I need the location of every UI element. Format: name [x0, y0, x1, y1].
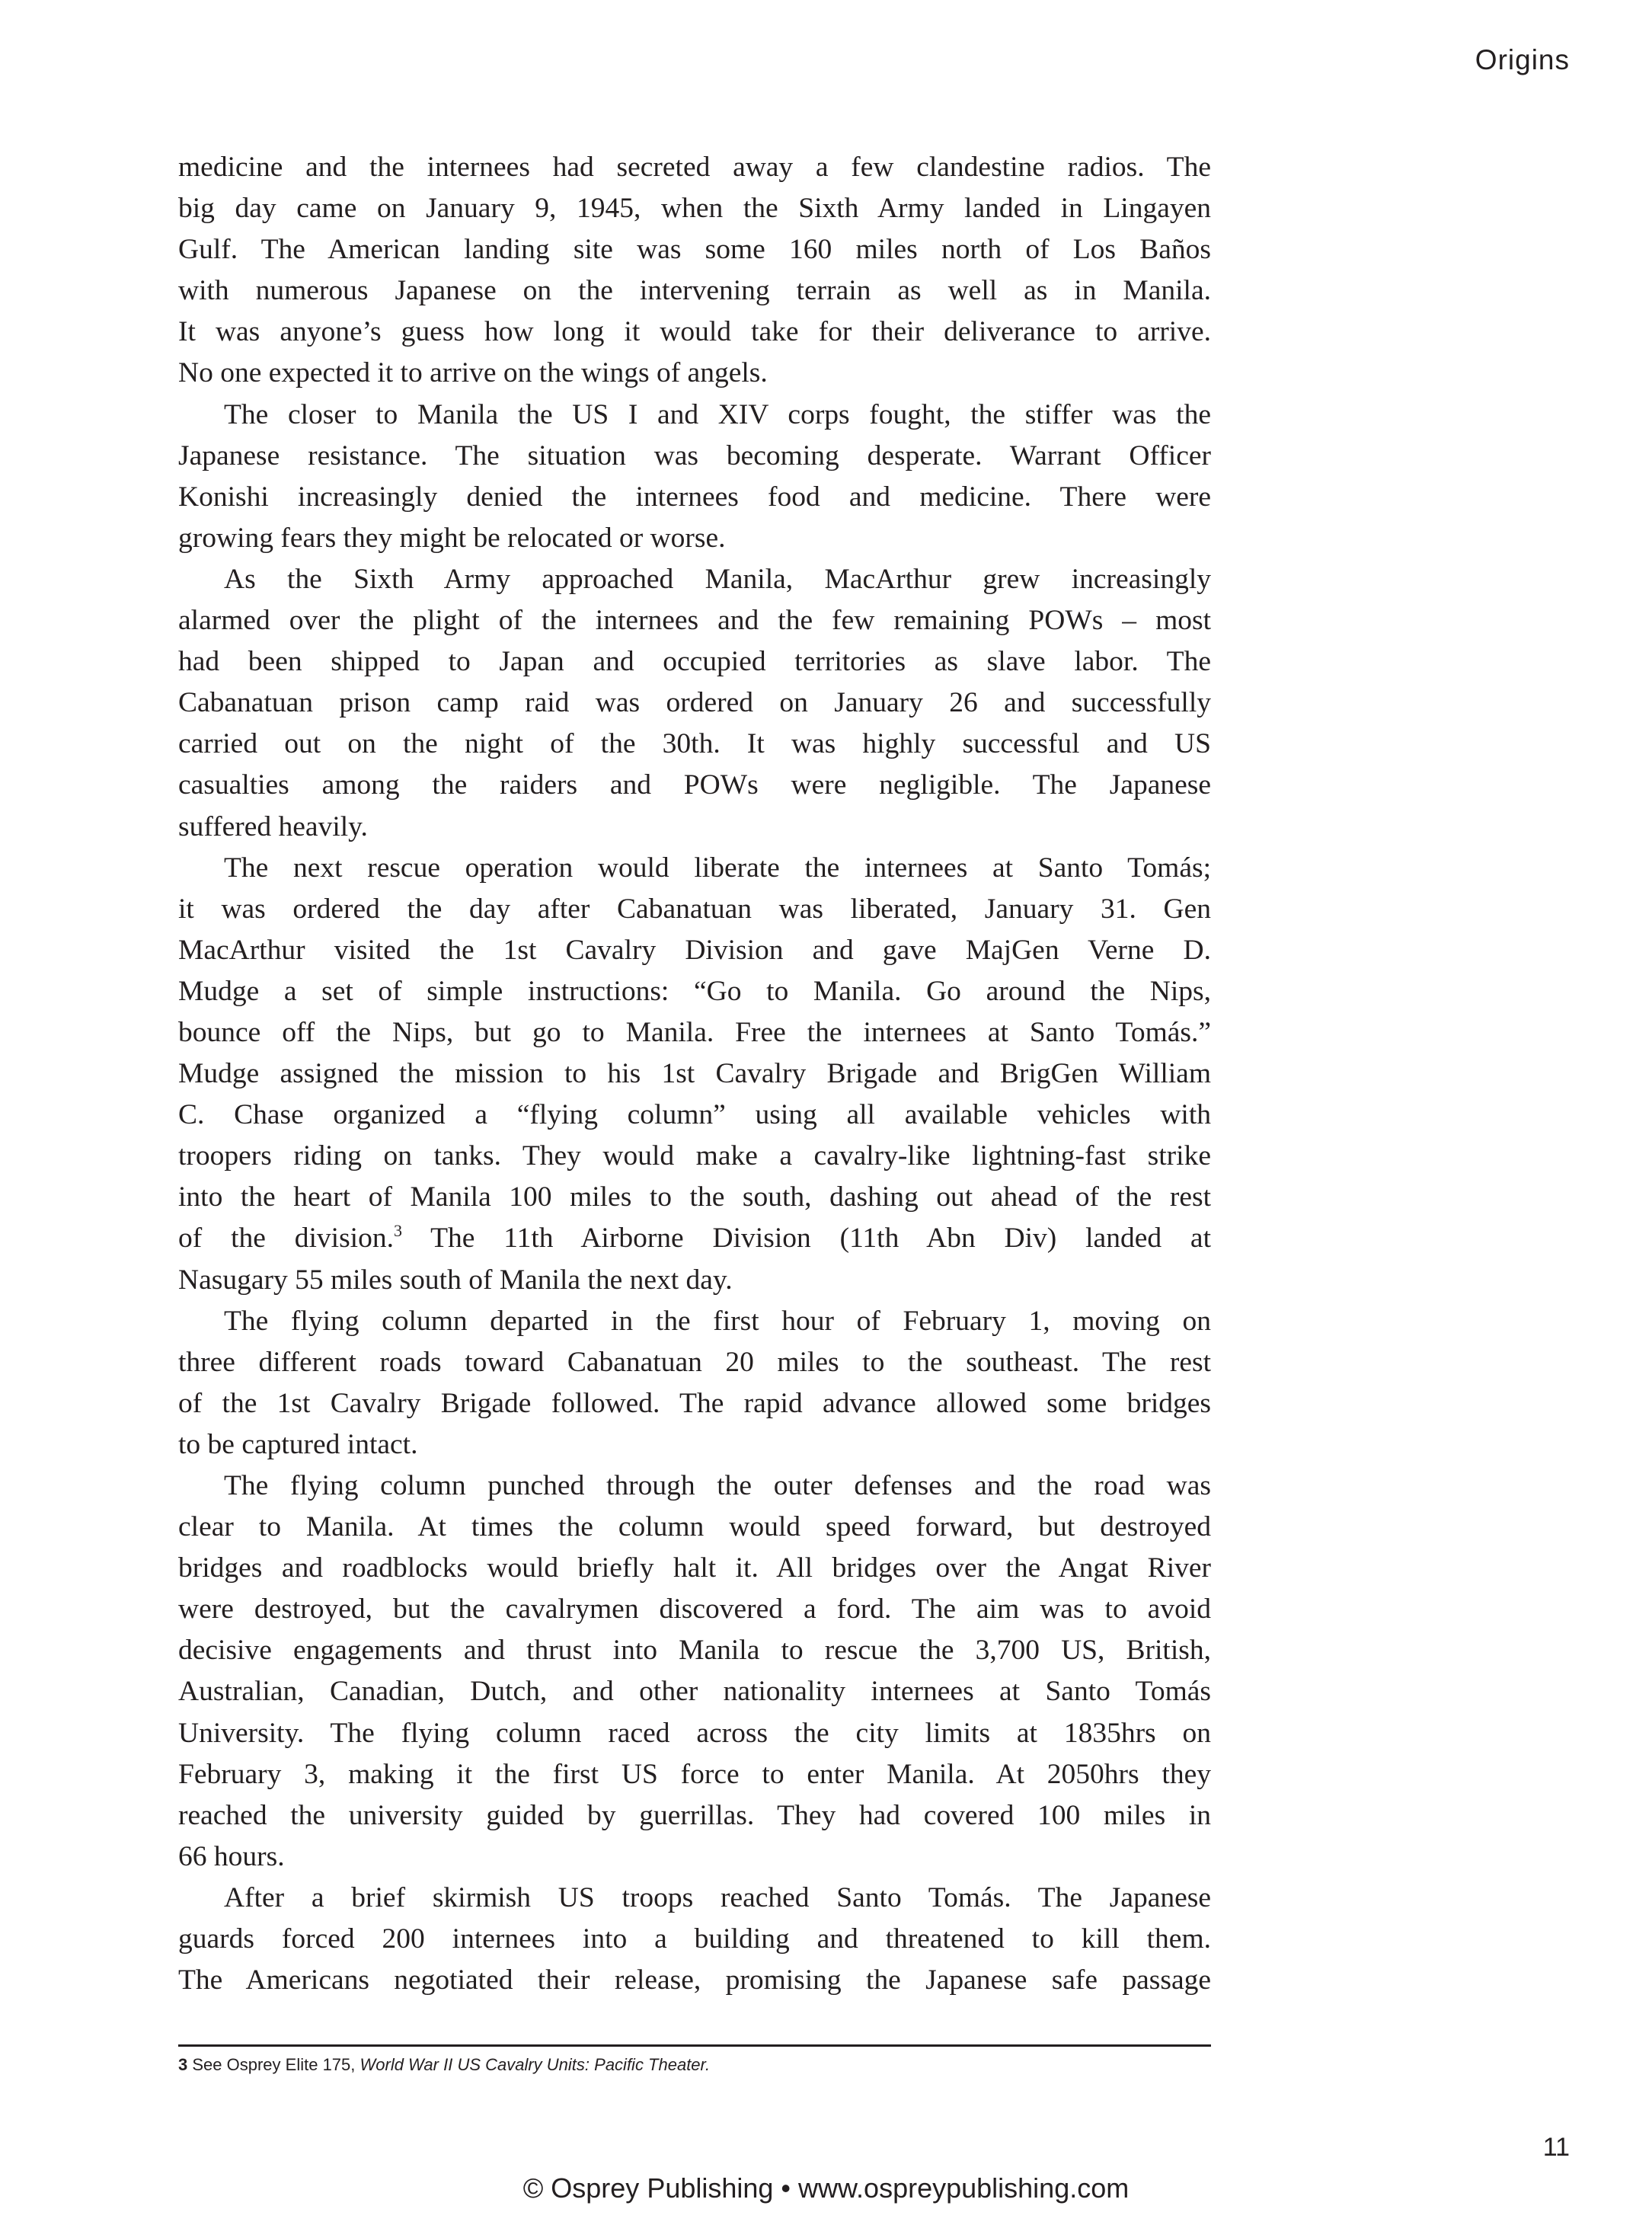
paragraph — [178, 559, 1211, 848]
text-line: As the Sixth Army approached Manila, MacArthur grew increasingly — [224, 563, 1211, 595]
body-text — [178, 147, 1211, 2001]
text-line: with numerous Japanese on the intervening terrain as well as in Manila. — [178, 275, 1211, 307]
text-line: The Americans negotiated their release, promising the Japanese safe passage — [178, 1964, 1211, 1996]
text-line: Cabanatuan prison camp raid was ordered on January 26 and successfully — [178, 687, 1211, 719]
text-line: to be captured intact. — [178, 1428, 418, 1460]
text-line: Mudge a set of simple instructions: “Go to Manila. Go around the Nips, — [178, 975, 1211, 1007]
text-line: clear to Manila. At times the column would speed forward, but destroyed — [178, 1511, 1211, 1543]
text-line: Nasugary 55 miles south of Manila the next day. — [178, 1264, 733, 1296]
text-line: alarmed over the plight of the internees and the few remaining POWs – most — [178, 605, 1211, 637]
text-line: University. The flying column raced across the city limits at 1835hrs on — [178, 1717, 1211, 1749]
text-line: It was anyone’s guess how long it would take for their deliverance to arrive. — [178, 316, 1211, 348]
text-line: Japanese resistance. The situation was becoming desperate. Warrant Officer — [178, 440, 1211, 471]
paragraph — [178, 395, 1211, 559]
footnote-number: 3 — [178, 2055, 188, 2074]
paragraph — [178, 1301, 1211, 1466]
text-line: 66 hours. — [178, 1840, 285, 1872]
text-line: bridges and roadblocks would briefly halt it. All bridges over the Angat River — [178, 1552, 1211, 1584]
text-line: Australian, Canadian, Dutch, and other nationality internees at Santo Tomás — [178, 1676, 1211, 1708]
text-line: The closer to Manila the US I and XIV corps fought, the stiffer was the — [224, 398, 1211, 430]
text-line: After a brief skirmish US troops reached Santo Tomás. The Japanese — [224, 1881, 1211, 1913]
publisher-footer: © Osprey Publishing • www.ospreypublishing.com — [522, 2172, 1130, 2204]
paragraph — [178, 848, 1211, 1301]
text-line: The flying column punched through the outer defenses and the road was — [224, 1470, 1211, 1501]
text-line: MacArthur visited the 1st Cavalry Division and gave MajGen Verne D. — [178, 934, 1211, 966]
footnote-title: World War II US Cavalry Units: Pacific Theater. — [359, 2055, 711, 2074]
text-line: of the 1st Cavalry Brigade followed. The rapid advance allowed some bridges — [178, 1387, 1211, 1419]
paragraph — [178, 1466, 1211, 1878]
paragraph — [178, 1878, 1211, 2001]
text-line: three different roads toward Cabanatuan 20 miles to the southeast. The rest — [178, 1346, 1211, 1378]
text-line: C. Chase organized a “flying column” using all available vehicles with — [178, 1099, 1211, 1131]
text-line — [178, 1218, 1211, 1259]
text-line: February 3, making it the first US force to enter Manila. At 2050hrs they — [178, 1758, 1211, 1790]
text-line: decisive engagements and thrust into Manila to rescue the 3,700 US, British, — [178, 1635, 1211, 1667]
footnote-reference: 3 — [393, 1221, 402, 1241]
footnote-text: See Osprey Elite 175, — [192, 2055, 360, 2074]
text-line: were destroyed, but the cavalrymen discovered a ford. The aim was to avoid — [178, 1593, 1211, 1625]
text-line: suffered heavily. — [178, 810, 368, 842]
text-line: troopers riding on tanks. They would make a cavalry-like lightning-fast strike — [178, 1140, 1211, 1172]
text-line: big day came on January 9, 1945, when the Sixth Army landed in Lingayen — [178, 193, 1211, 225]
text-line: The next rescue operation would liberate the internees at Santo Tomás; — [224, 852, 1211, 884]
text-line: Gulf. The American landing site was some 160 miles north of Los Baños — [178, 234, 1211, 266]
text-segment: The 11th Airborne Division (11th Abn Div) landed at — [401, 1223, 1211, 1255]
text-line: The flying column departed in the first hour of February 1, moving on — [224, 1305, 1211, 1337]
text-line: Mudge assigned the mission to his 1st Cavalry Brigade and BrigGen William — [178, 1058, 1211, 1090]
running-head: Origins — [1475, 44, 1570, 75]
text-line: No one expected it to arrive on the wings of angels. — [178, 357, 768, 389]
text-line: into the heart of Manila 100 miles to the south, dashing out ahead of the rest — [178, 1181, 1211, 1213]
text-line: casualties among the raiders and POWs were negligible. The Japanese — [178, 769, 1211, 801]
text-line: reached the university guided by guerrillas. They had covered 100 miles in — [178, 1799, 1211, 1831]
footnote-divider — [178, 2044, 1211, 2047]
text-segment: of the division. — [178, 1223, 394, 1255]
text-line: medicine and the internees had secreted away a few clandestine radios. The — [178, 152, 1211, 183]
footnote — [178, 2055, 710, 2075]
text-line: carried out on the night of the 30th. It was highly successful and US — [178, 728, 1211, 760]
paragraph — [178, 147, 1211, 395]
text-line: bounce off the Nips, but go to Manila. Free the internees at Santo Tomás.” — [178, 1016, 1211, 1048]
page-number: 11 — [1542, 2133, 1570, 2162]
text-line: growing fears they might be relocated or worse. — [178, 522, 726, 554]
text-line: it was ordered the day after Cabanatuan was liberated, January 31. Gen — [178, 893, 1211, 925]
text-line: guards forced 200 internees into a building and threatened to kill them. — [178, 1923, 1211, 1955]
text-line: had been shipped to Japan and occupied territories as slave labor. The — [178, 646, 1211, 678]
text-line: Konishi increasingly denied the internees food and medicine. There were — [178, 481, 1211, 513]
